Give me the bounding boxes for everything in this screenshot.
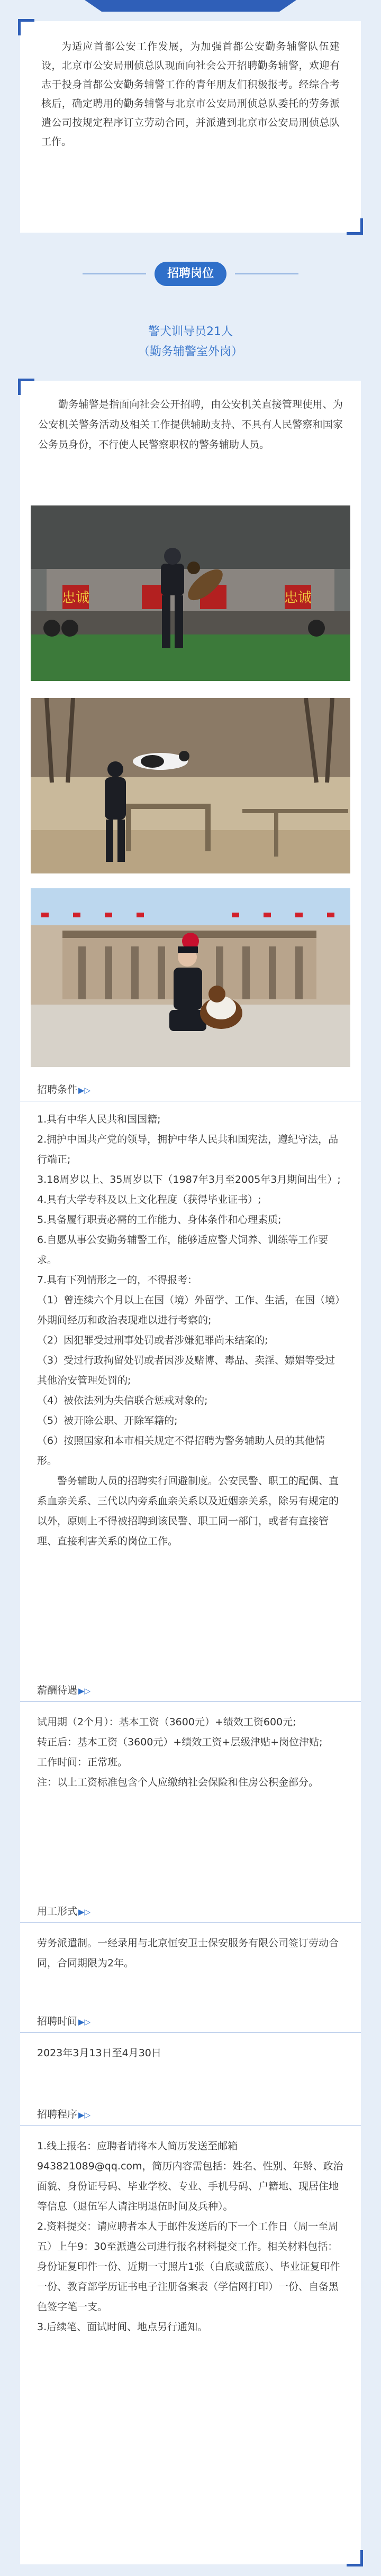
corner-decoration: [18, 19, 34, 35]
requirement-item: （4）被依法列为失信联合惩戒对象的;: [37, 1395, 208, 1406]
requirement-item: 5.具备履行职责必需的工作能力、身体条件和心理素质;: [37, 1214, 282, 1226]
procedure-item: 3.后续笔、面试时间、地点另行通知。: [37, 2321, 208, 2333]
double-arrow-icon: ▶▷: [78, 2110, 91, 2120]
intro-panel: [20, 21, 361, 233]
procedure-item: 1.线上报名：应聘者请将本人简历发送至邮箱943821089@qq.com，简历内容需包括：姓名、性别、年龄、政治面貌、身份证号码、毕业学校、专业、手机号码、户籍地、现居住地等信息（退伍军人请注明退伍时间及兵种）。: [37, 2140, 343, 2212]
dog-jump-training-photo: [31, 505, 350, 681]
salary-heading-text: 薪酬待遇: [37, 1685, 78, 1696]
schedule-heading-text: 招聘时间: [37, 2016, 78, 2027]
requirement-item: （6）按照国家和本市相关规定不得招聘为警务辅助人员的其他情形。: [37, 1435, 325, 1467]
divider: [20, 1922, 361, 1923]
requirement-item: 2.拥护中国共产党的领导，拥护中华人民共和国宪法，遵纪守法，品行端正;: [37, 1134, 339, 1165]
job-description: 勤务辅警是指面向社会公开招聘，由公安机关直接管理使用、为公安机关警务活动及相关工作提供辅助支持、不具有人民警察和国家公务员身份，不行使人民警察职权的警务辅助人员。: [38, 399, 343, 450]
salary-item: 注：以上工资标准包含个人应缴纳社会保险和住房公积金部分。: [37, 1777, 319, 1788]
top-decoration-tab: [85, 0, 296, 12]
intro-paragraph: 为适应首都公安工作发展，为加强首都公安勤务辅警队伍建设，北京市公安局刑侦总队现面向社会公开招聘勤务辅警，欢迎有志于投身首都公安勤务辅警工作的青年朋友们积极报考。经综合考核后，确定聘用的勤务辅警与北京市公安局刑侦总队委托的劳务派遣公司按规定程序订立劳动合同，并派遣到北京市公安局刑侦总队工作。: [41, 41, 340, 148]
double-arrow-icon: ▶▷: [78, 2017, 91, 2027]
banner-text: 忠诚: [61, 590, 90, 606]
schedule-heading: [37, 2012, 90, 2031]
position-subtitle: （勤务辅警室外岗）: [138, 345, 243, 358]
salary-item: 试用期（2个月）：基本工资（3600元）+绩效工资600元;: [37, 1716, 296, 1728]
position-title: 警犬训导员21人: [148, 325, 233, 338]
requirement-item: 1.具有中华人民共和国国籍;: [37, 1114, 161, 1125]
double-arrow-icon: ▶▷: [78, 1085, 91, 1095]
requirements-heading-text: 招聘条件: [37, 1084, 78, 1096]
section-title-line-right: [235, 273, 298, 274]
requirement-item: （3）受过行政拘留处罚或者因涉及赌博、毒品、卖淫、嫖娼等受过其他治安管理处罚的;: [37, 1355, 335, 1386]
procedure-item: 2.资料提交：请应聘者本人于邮件发送后的下一个工作日（周一至周五）上午9：30至派遣公司进行报名材料提交工作。相关材料包括：身份证复印件一份、近期一寸照片1张（白底或蓝底）、毕业证复印件一份、教育部学历证书电子注册备案表（学信网打印）一份、自备黑色签字笔一支。: [37, 2221, 340, 2313]
employment-heading-text: 用工形式: [37, 1906, 78, 1917]
salary-heading: [37, 1681, 90, 1700]
divider: [20, 2032, 361, 2033]
corner-decoration: [18, 379, 34, 395]
procedure-heading: [37, 2105, 90, 2124]
salary-list: [37, 1712, 344, 1792]
section-title-badge: 招聘岗位: [155, 262, 226, 286]
divider: [20, 1701, 361, 1702]
salary-item: 工作时间：正常班。: [37, 1756, 128, 1768]
tiananmen-officer-with-dog-photo: [31, 888, 350, 1067]
requirement-item: 3.18周岁以上、35周岁以下（1987年3月至2005年3月期间出生）;: [37, 1174, 341, 1185]
procedure-list: [37, 2136, 344, 2337]
schedule-date-range: 2023年3月13日至4月30日: [37, 2047, 161, 2059]
procedure-heading-text: 招聘程序: [37, 2109, 78, 2120]
corner-decoration: [347, 2550, 363, 2566]
salary-item: 转正后：基本工资（3600元）+绩效工资+层级津贴+岗位津贴;: [37, 1736, 323, 1748]
employment-text: [37, 1933, 344, 1973]
banner-text: 忠诚: [284, 590, 312, 606]
double-arrow-icon: ▶▷: [78, 1686, 91, 1696]
requirement-item: 6.自愿从事公安勤务辅警工作，能够适应警犬饲养、训练等工作要求。: [37, 1234, 329, 1266]
requirement-item: （1）曾连续六个月以上在国（境）外留学、工作、生活，在国（境）外期间经历和政治表现难以进行考察的;: [37, 1294, 340, 1326]
requirements-list: [37, 1109, 344, 1551]
corner-decoration: [347, 218, 363, 235]
requirement-item: 警务辅助人员的招聘实行回避制度。公安民警、职工的配偶、直系血亲关系、三代以内旁系血亲关系以及近姻亲关系，除另有规定的以外，原则上不得被招聘到该民警、职工同一部门，或者有直接管理、直接利害关系的岗位工作。: [37, 1475, 339, 1547]
schedule-text: [37, 2043, 344, 2063]
main-panel: [20, 381, 361, 2564]
requirements-heading: [37, 1081, 90, 1099]
dog-hurdle-training-photo: [31, 698, 350, 873]
employment-paragraph: 劳务派遣制。一经录用与北京恒安卫士保安服务有限公司签订劳动合同，合同期限为2年。: [37, 1937, 339, 1969]
requirement-item: （5）被开除公职、开除军籍的;: [37, 1415, 178, 1427]
employment-heading: [37, 1902, 90, 1921]
double-arrow-icon: ▶▷: [78, 1907, 91, 1917]
requirement-item: （2）因犯罪受过刑事处罚或者涉嫌犯罪尚未结案的;: [37, 1335, 268, 1346]
requirement-item: 4.具有大学专科及以上文化程度（获得毕业证书）;: [37, 1194, 261, 1206]
section-title-line-left: [83, 273, 146, 274]
requirement-item: 7.具有下列情形之一的，不得报考：: [37, 1274, 198, 1286]
